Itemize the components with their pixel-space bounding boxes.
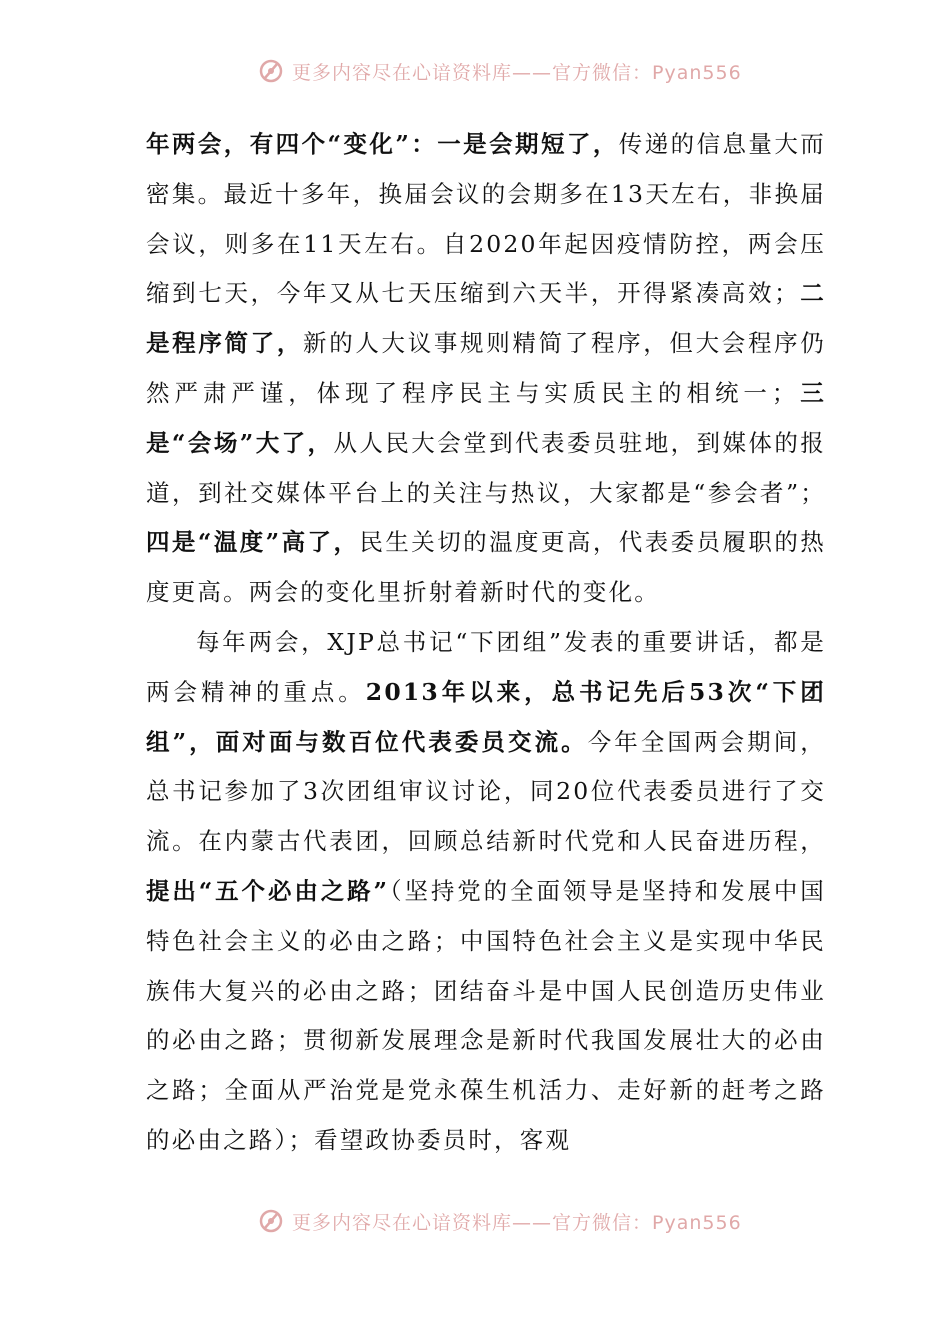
document-body — [146, 120, 826, 1166]
paragraph — [146, 120, 826, 618]
text-run: 传递的信息量大而密集。最近十多年，换届会议的会期多在13天左右，非换届会议，则多在11天左右。自2020年起因疫情防控，两会压缩到七天，今年又从七天压缩到六天半，开得紧凑高效； — [146, 130, 826, 308]
bold-text-run: 三是“会场”大了， — [146, 378, 826, 457]
bold-text-run: 2013年以来，总书记先后53次“下团组”，面对面与数百位代表委员交流。 — [146, 677, 826, 756]
text-run: 今年全国两会期间，总书记参加了3次团组审议讨论，同20位代表委员进行了交流。在内蒙古代表团，回顾总结新时代党和人民奋进历程， — [146, 727, 826, 856]
bold-text-run: 二是程序简了， — [146, 279, 827, 358]
bold-text-run: 年两会，有四个“变化”：一是会期短了， — [146, 130, 619, 158]
watermark-logo-icon — [258, 1208, 284, 1234]
text-run: 从人民大会堂到代表委员驻地，到媒体的报道，到社交媒体平台上的关注与热议，大家都是“参会者”； — [146, 428, 826, 507]
text-run: 新的人大议事规则精简了程序，但大会程序仍然严肃严谨，体现了程序民主与实质民主的相统一； — [146, 329, 826, 407]
footer-watermark — [258, 1206, 742, 1236]
bold-text-run: 四是“温度”高了， — [146, 528, 360, 557]
text-run: 每年两会，XJP总书记“下团组”发表的重要讲话，都是两会精神的重点。 — [146, 627, 826, 706]
watermark-text: 更多内容尽在心谙资料库——官方微信：Pyan556 — [292, 1211, 742, 1234]
text-run: （坚持党的全面领导是坚持和发展中国特色社会主义的必由之路；中国特色社会主义是实现中华民族伟大复兴的必由之路；团结奋斗是中国人民创造历史伟业的必由之路；贯彻新发展理念是新时代我国发展壮大的必由之路；全面从严治党是党永葆生机活力、走好新的赶考之路的必由之路）；看望政协委员时，客观 — [146, 876, 826, 1154]
header-watermark — [258, 56, 742, 86]
text-run: 民生关切的温度更高，代表委员履职的热度更高。两会的变化里折射着新时代的变化。 — [146, 528, 826, 607]
paragraph — [146, 618, 826, 1166]
watermark-logo-icon — [258, 58, 284, 84]
watermark-text: 更多内容尽在心谙资料库——官方微信：Pyan556 — [292, 61, 742, 84]
bold-text-run: 提出“五个必由之路” — [146, 876, 390, 905]
